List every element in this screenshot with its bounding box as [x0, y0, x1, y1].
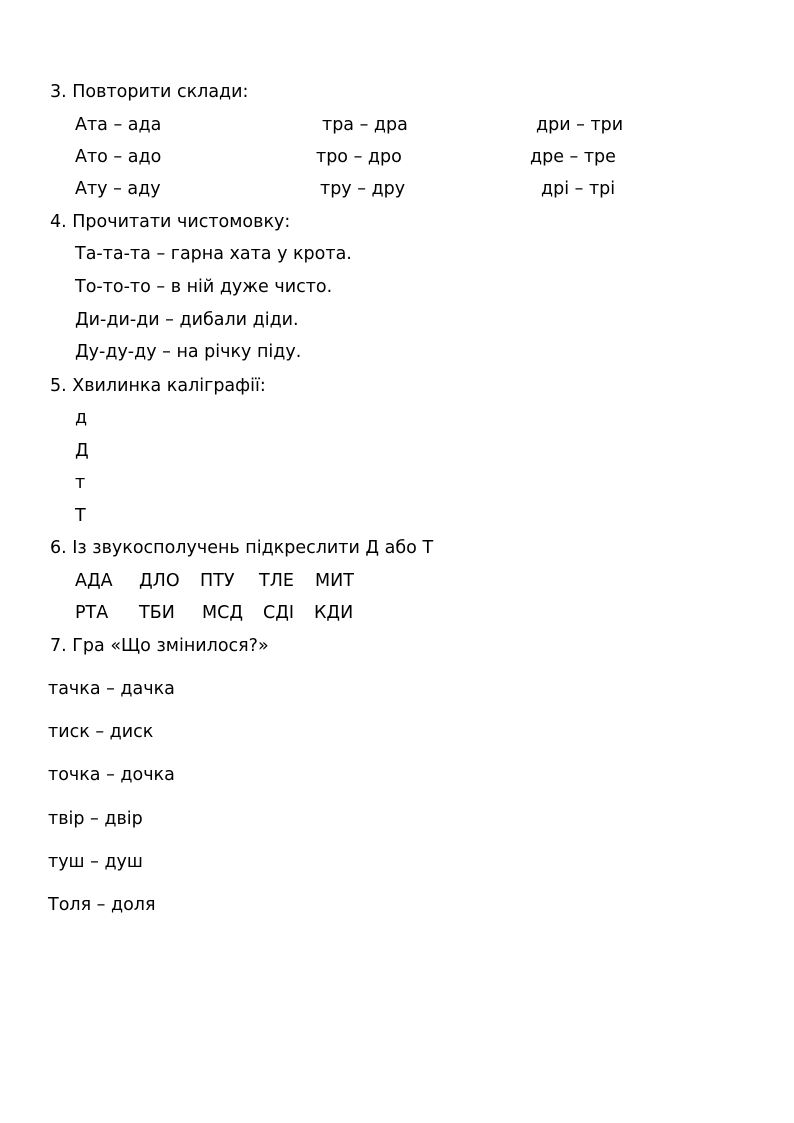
- sound-combo: ТЛЕ: [259, 571, 294, 591]
- sound-combo: СДІ: [263, 603, 295, 623]
- word-pair: точка – дочка: [48, 765, 175, 785]
- syllable-cell: дре – тре: [530, 147, 616, 167]
- syllable-cell: Ато – адо: [75, 147, 162, 167]
- calligraphy-letter: Д: [75, 441, 89, 461]
- calligraphy-letter: д: [75, 408, 88, 428]
- sound-combo: МСД: [202, 603, 243, 623]
- sound-combo: МИТ: [315, 571, 354, 591]
- tongue-twister-line: То-то-то – в ній дуже чисто.: [75, 277, 333, 297]
- syllable-cell: тро – дро: [316, 147, 402, 167]
- section-7-heading: 7. Гра «Що змінилося?»: [50, 636, 269, 656]
- word-pair: тачка – дачка: [48, 679, 175, 699]
- tongue-twister-line: Ду-ду-ду – на річку піду.: [75, 342, 302, 362]
- word-pair: Толя – доля: [48, 895, 156, 915]
- sound-combo: КДИ: [314, 603, 354, 623]
- sound-combo: ПТУ: [200, 571, 235, 591]
- sound-combo: ТБИ: [139, 603, 175, 623]
- calligraphy-letter: Т: [75, 506, 86, 526]
- syllable-cell: дрі – трі: [541, 179, 616, 199]
- word-pair: тиск – диск: [48, 722, 154, 742]
- sound-combo: АДА: [75, 571, 113, 591]
- word-pair: туш – душ: [48, 852, 143, 872]
- calligraphy-letter: т: [75, 473, 86, 493]
- syllable-cell: тра – дра: [322, 115, 408, 135]
- section-5-heading: 5. Хвилинка каліграфії:: [50, 376, 266, 396]
- tongue-twister-line: Ди-ди-ди – дибали діди.: [75, 310, 299, 330]
- section-6-heading: 6. Із звукосполучень підкреслити Д або Т: [50, 538, 434, 558]
- syllable-cell: Ата – ада: [75, 115, 162, 135]
- sound-combo: РТА: [75, 603, 109, 623]
- word-pair: твір – двір: [48, 809, 143, 829]
- syllable-cell: Ату – аду: [75, 179, 161, 199]
- sound-combo: ДЛО: [139, 571, 180, 591]
- section-4-heading: 4. Прочитати чистомовку:: [50, 212, 291, 232]
- tongue-twister-line: Та-та-та – гарна хата у крота.: [75, 244, 352, 264]
- section-3-heading: 3. Повторити склади:: [50, 82, 249, 102]
- syllable-cell: дри – три: [536, 115, 624, 135]
- syllable-cell: тру – дру: [320, 179, 406, 199]
